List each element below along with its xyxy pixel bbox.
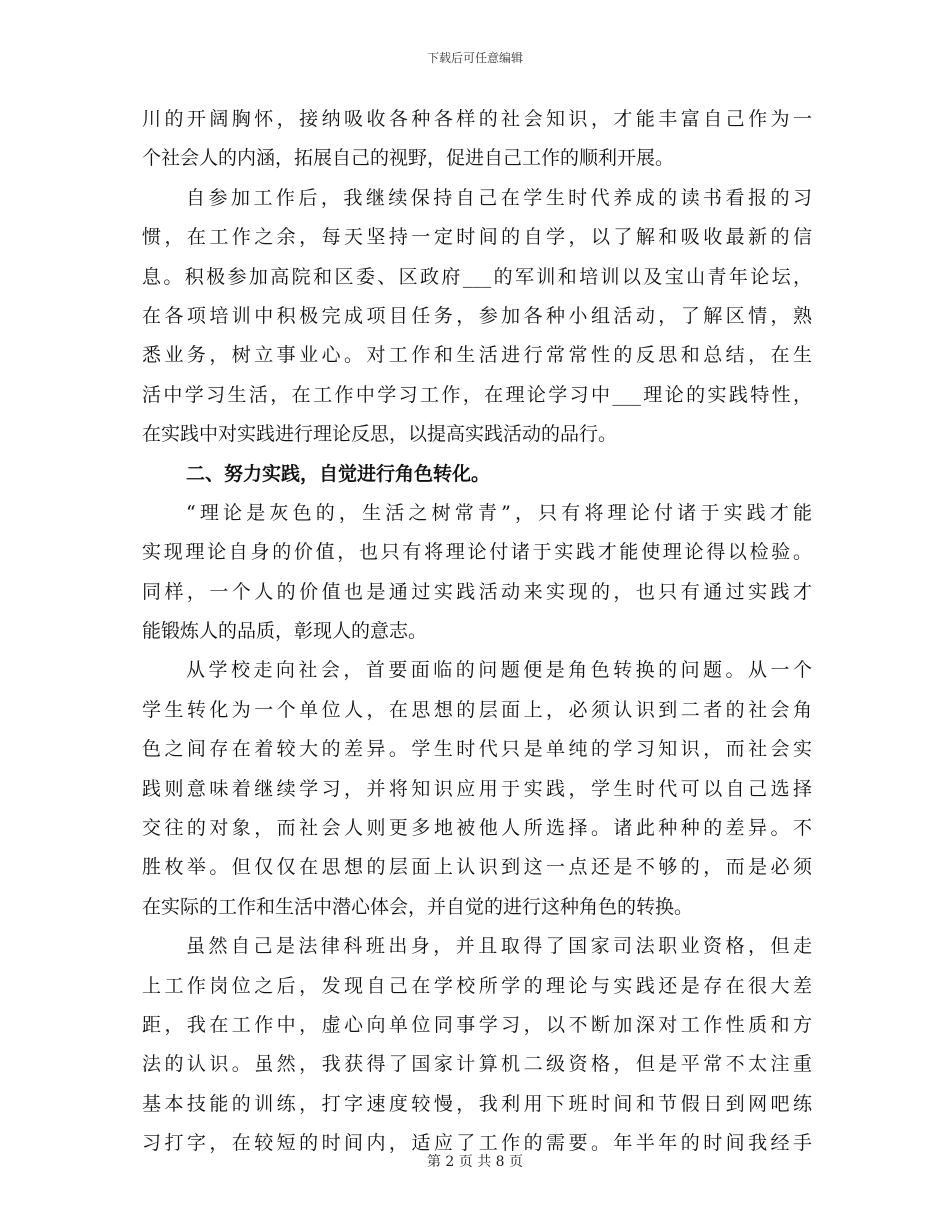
- text-line: 川的开阔胸怀，接纳吸收各种各样的社会知识，才能丰富自己作为一: [142, 108, 812, 130]
- text-line: 虽然自己是法律科班出身，并且取得了国家司法职业资格，但走: [186, 935, 812, 958]
- text-line: 色之间存在着较大的差异。学生时代只是单纯的学习知识，而社会实: [142, 738, 812, 761]
- text-line: 习打字，在较短的时间内，适应了工作的需要。年半年的时间我经手: [142, 1132, 812, 1155]
- text-line: 同样，一个人的价值也是通过实践活动来实现的，也只有通过实践才: [142, 580, 812, 603]
- text-line: 个社会人的内涵，拓展自己的视野，促进自己工作的顺利开展。: [142, 147, 675, 170]
- text-line: 自参加工作后，我继续保持自己在学生时代养成的读书看报的习: [186, 186, 812, 209]
- text-line: 距，我在工作中，虚心向单位同事学习，以不断加深对工作性质和方: [142, 1013, 812, 1036]
- text-line: 惯，在工作之余，每天坚持一定时间的自学，以了解和吸收最新的信: [142, 226, 812, 249]
- text-line: 在实践中对实践进行理论反思，以提高实践活动的品行。: [142, 423, 618, 446]
- text-line: 从学校走向社会，首要面临的问题便是角色转换的问题。从一个: [186, 659, 812, 682]
- text-line: 实现理论自身的价值，也只有将理论付诸于实践才能使理论得以检验。: [142, 541, 812, 564]
- text-line: 基本技能的训练，打字速度较慢，我利用下班时间和节假日到网吧练: [142, 1092, 812, 1115]
- text-line: 法的认识。虽然，我获得了国家计算机二级资格，但是平常不太注重: [142, 1053, 812, 1076]
- section-heading: 二、努力实践，自觉进行角色转化。: [186, 462, 491, 485]
- text-line: 在各项培训中积极完成项目任务，参加各种小组活动，了解区情，熟: [142, 304, 812, 327]
- page-number: 第 2 页 共 8 页: [426, 1154, 524, 1170]
- page-header: 下载后可任意编辑: [426, 51, 523, 65]
- text-line: 在实际的工作和生活中潜心体会，并自觉的进行这种角色的转换。: [142, 895, 694, 918]
- text-line: 胜枚举。但仅仅在思想的层面上认识到这一点还是不够的，而是必须: [142, 856, 812, 879]
- text-line: 交往的对象，而社会人则更多地被他人所选择。诸此种种的差异。不: [142, 817, 812, 840]
- text-line: 活中学习生活，在工作中学习工作，在理论学习中___理论的实践特性，: [142, 383, 812, 406]
- text-line: 息。积极参加高院和区委、区政府___的军训和培训以及宝山青年论坛，: [142, 265, 812, 288]
- document-body: [142, 100, 812, 1164]
- text-line: 悉业务，树立事业心。对工作和生活进行常常性的反思和总结，在生: [142, 344, 812, 367]
- text-line: 上工作岗位之后，发现自己在学校所学的理论与实践还是存在很大差: [142, 974, 812, 997]
- text-line: 践则意味着继续学习，并将知识应用于实践，学生时代可以自己选择: [142, 777, 812, 800]
- text-line: 学生转化为一个单位人，在思想的层面上，必须认识到二者的社会角: [142, 698, 812, 721]
- text-line: “理论是灰色的，生活之树常青”，只有将理论付诸于实践才能: [186, 501, 812, 524]
- text-line: 能锻炼人的品质，彰现人的意志。: [142, 620, 428, 643]
